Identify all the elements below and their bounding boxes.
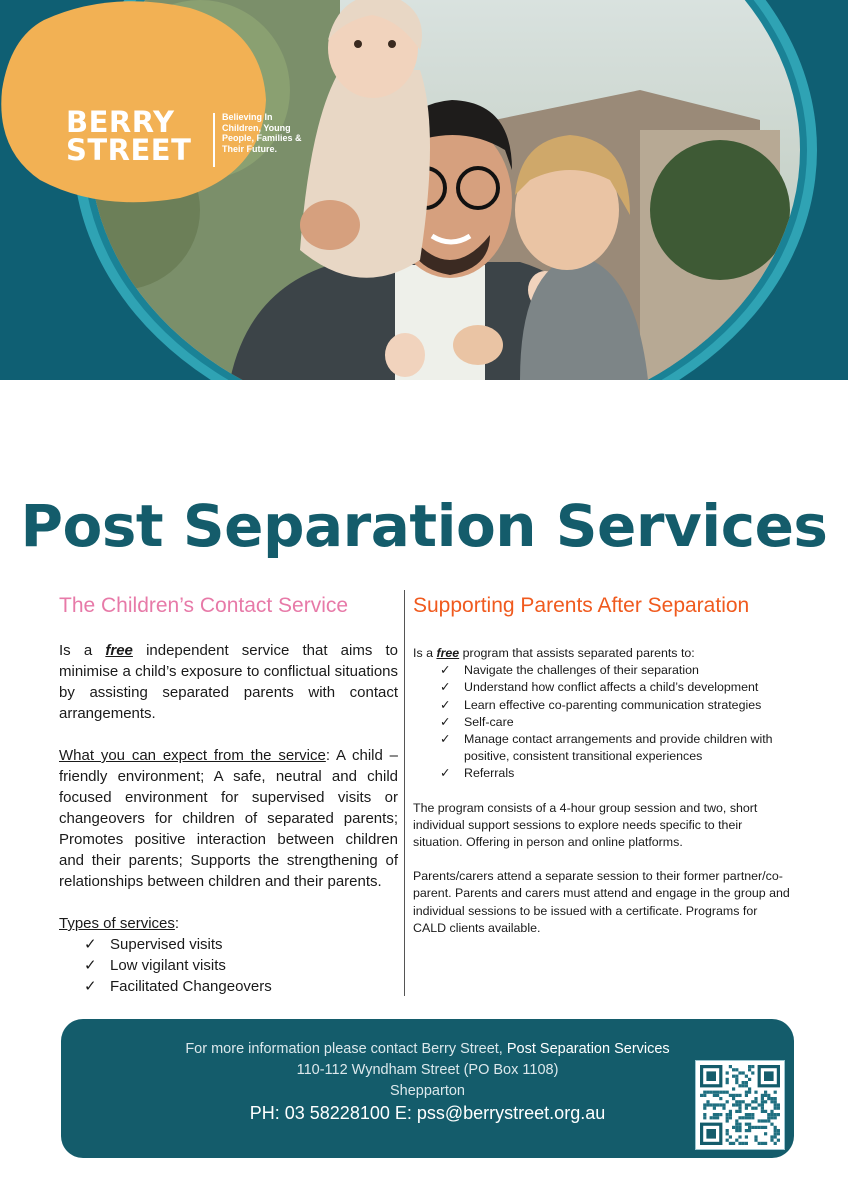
right-intro-paragraph: [413, 645, 793, 662]
free-emphasis: free: [436, 646, 460, 660]
checkmark-icon: ✓: [84, 978, 97, 995]
program-list: [413, 662, 793, 782]
intro-text: independent service that aims to minimise a child’s exposure to conflictual situations by assisting separated parents with contact arrangements.: [59, 642, 399, 722]
list-item-label: Learn effective co-parenting communication strategies: [464, 697, 762, 712]
right-heading: Supporting Parents After Separation: [413, 594, 750, 617]
address: 110-112 Wyndham Street (PO Box 1108): [296, 1062, 559, 1078]
list-item: [413, 697, 793, 714]
program-details-paragraph: The program consists of a 4-hour group session and two, short individual support sessions to explore needs specific to their situation. Offering in person and online platforms.: [413, 800, 758, 850]
list-item-label: Manage contact arrangements and provide children with positive, consistent transitional experiences: [464, 732, 773, 764]
list-item: [59, 976, 398, 997]
list-item: [413, 765, 793, 782]
column-divider: [404, 590, 405, 996]
list-item-label: Understand how conflict affects a child’s development: [464, 680, 759, 695]
list-item-label: Self-care: [464, 714, 514, 729]
logo-tagline: Believing In Children, Young People, Families & Their Future.: [222, 112, 302, 154]
supporting-parents-section: [413, 590, 793, 937]
list-item-label: Low vigilant visits: [110, 957, 226, 974]
phone-email[interactable]: PH: 03 58228100 E: pss@berrystreet.org.au: [249, 1103, 606, 1123]
types-label-paragraph: [59, 913, 398, 934]
list-item: [59, 955, 398, 976]
checkmark-icon: ✓: [440, 680, 451, 695]
list-item: [413, 679, 793, 696]
checkmark-icon: ✓: [440, 663, 451, 678]
list-item-label: Navigate the challenges of their separation: [464, 663, 699, 678]
attendance-paragraph: Parents/carers attend a separate session to their former partner/co-parent. Parents and carers must attend and engage in the group and individual sessions to be issued with a certificate. Programs for CALD clients available.: [413, 869, 790, 935]
list-item: [413, 731, 793, 765]
list-item: [59, 934, 398, 955]
page-title: Post Separation Services: [20, 492, 828, 560]
left-heading: The Children’s Contact Service: [59, 594, 349, 617]
logo-badge: [0, 0, 268, 204]
checkmark-icon: ✓: [84, 957, 97, 974]
qr-code-icon: [700, 1065, 780, 1145]
logo-word-street: STREET: [66, 133, 192, 167]
checkmark-icon: ✓: [440, 766, 451, 781]
checkmark-icon: ✓: [440, 732, 451, 747]
expect-text: : A child – friendly environment; A safe, neutral and child focused environment for supervised visits or changeovers for children of separated parents; Promotes positive interaction between children and their parents; Supports the strengthening of relationships between children and their parents.: [59, 747, 398, 890]
logo-word-berry: BERRY: [66, 105, 175, 139]
free-emphasis: free: [105, 642, 133, 659]
intro-prefix: Is a: [59, 642, 93, 659]
intro-text: program that assists separated parents to:: [462, 646, 695, 660]
expect-paragraph: [59, 745, 398, 892]
berry-street-logo: [66, 105, 206, 167]
checkmark-icon: ✓: [440, 714, 451, 729]
list-item-label: Supervised visits: [110, 936, 223, 953]
list-item-label: Facilitated Changeovers: [110, 978, 272, 995]
types-colon: :: [174, 915, 180, 932]
hero-banner: [0, 0, 848, 380]
town: Shepparton: [390, 1083, 465, 1099]
list-item: [413, 714, 793, 731]
childrens-contact-service-section: [59, 590, 398, 997]
contact-intro: [61, 1041, 794, 1057]
qr-code[interactable]: [695, 1060, 785, 1150]
list-item-label: Referrals: [464, 766, 515, 781]
contact-footer: [61, 1019, 794, 1158]
intro-prefix: Is a: [413, 646, 433, 660]
types-list: [59, 934, 398, 997]
checkmark-icon: ✓: [440, 697, 451, 712]
checkmark-icon: ✓: [84, 936, 97, 953]
types-label: Types of services: [59, 915, 175, 932]
service-name: Post Separation Services: [506, 1041, 670, 1057]
list-item: [413, 662, 793, 679]
expect-label: What you can expect from the service: [59, 747, 326, 764]
contact-intro-text: For more information please contact Berry Street,: [185, 1041, 503, 1057]
left-intro-paragraph: [59, 640, 398, 724]
logo-divider: [213, 113, 215, 167]
